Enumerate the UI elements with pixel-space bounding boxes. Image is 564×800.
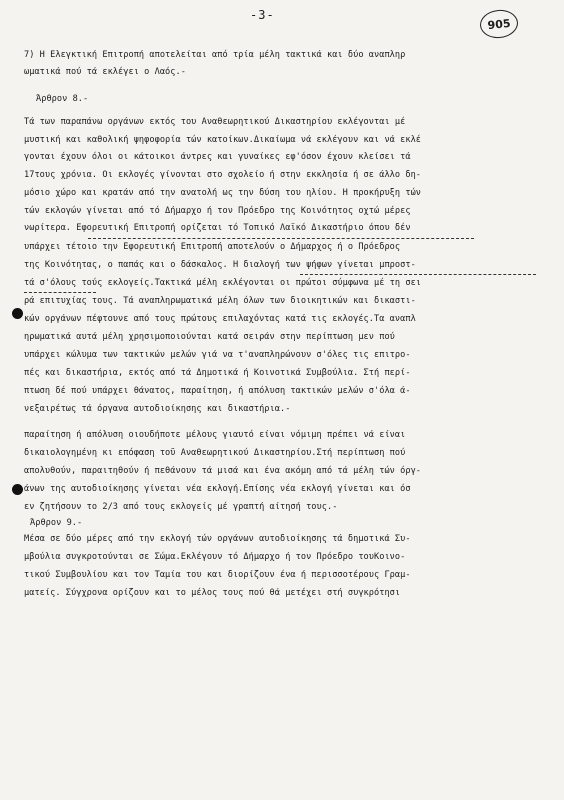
text-line: νεξαιρέτως τά όργανα αυτοδιοίκησης και δικαστήρια.-	[24, 404, 291, 414]
text-line: ηρωματικά αυτά μέλη χρησιμοποιούνται κατά σειράν στην περίπτωση μεν πού	[24, 332, 395, 342]
text-line: πές και δικαστήρια, εκτός από τά Δημοτικά ή Κοινοτικά Συμβούλια. Στή περί-	[24, 368, 411, 378]
page-number: -3-	[250, 8, 275, 22]
text-line: υπάρχει τέτοιο την Εφορευτική Επιτροπή αποτελούν ο Δήμαρχος ή ο Πρόεδρος	[24, 242, 401, 252]
underline-mark	[300, 274, 536, 275]
article-heading: Άρθρον 8.-	[36, 94, 89, 104]
text-line: εν ζητήσουν το 2/3 από τους εκλογείς μέ γραπτή αίτησή τους.-	[24, 502, 338, 512]
text-line: απολυθούν, παραιτηθούν ή πεθάνουν τά μισά και ένα ακόμη από τά μέλη τών όργ-	[24, 466, 422, 476]
text-line: νωρίτερα. Εφορευτική Επιτροπή ορίζεται τό Τοπικό Λαϊκό Δικαστήριο όπου δέν	[24, 223, 411, 233]
text-line: τά σ'όλους τούς εκλογείς.Τακτικά μέλη εκλέγονται οι πρώτοι σύμφωνα μέ τη σει	[24, 278, 422, 288]
punch-hole-icon	[12, 308, 23, 319]
text-line: μόσιο χώρο και κρατάν από την ανατολή ως την δύση του ηλίου. Η προκήρυξη τών	[24, 188, 422, 198]
text-line: γονται έχουν όλοι οι κάτοικοι άντρες και γυναίκες εφ'όσον έχουν κλείσει τά	[24, 152, 411, 162]
text-line: τών εκλογών γίνεται από τό Δήμαρχο ή τον Πρόεδρο της Κοινότητος οχτώ μέρες	[24, 206, 411, 216]
text-line: 7) Η Ελεγκτική Επιτροπή αποτελείται από τρία μέλη τακτικά και δύο αναπληρ	[24, 50, 406, 60]
text-line: Μέσα σε δύο μέρες από την εκλογή τών οργάνων αυτοδιοίκησης τά δημοτικά Συ-	[24, 534, 411, 544]
underline-mark	[88, 238, 474, 239]
text-line: παραίτηση ή απόλυση οιουδήποτε μέλους γιαυτό είναι νόμιμη πρέπει νά είναι	[24, 430, 406, 440]
text-line: ωματικά πού τά εκλέγει ο Λαός.-	[24, 67, 186, 77]
text-line: μυστική και καθολική ψηφοφορία τών κατοίκων.Δικαίωμα νά εκλέγουν και νά εκλέ	[24, 135, 422, 145]
text-line: ματείς. Σύγχρονα ορίζουν και το μέλος τους πού θά μετέχει στή συγκρότησι	[24, 588, 401, 598]
punch-hole-icon	[12, 484, 23, 495]
text-line: πτωση δέ πού υπάρχει θάνατος, παραίτηση, ή απόλυση τακτικών μελών σ'όλα ά-	[24, 386, 411, 396]
text-line: 17τους χρόνια. Οι εκλογές γίνονται στο σχολείο ή στην εκκλησία ή σε άλλο δη-	[24, 170, 422, 180]
text-line: ρά επιτυχίας τους. Τά αναπληρωματικά μέλη όλων των διοικητικών και δικαστι-	[24, 296, 416, 306]
text-line: τικού Συμβουλίου και τον Ταμία του και διορίζουν ένα ή περισσοτέρους Γραμ-	[24, 570, 411, 580]
text-line: δικαιολογημένη κι επόφαση τοῦ Αναθεωρητικού Δικαστηρίου.Στή περίπτωση πού	[24, 448, 406, 458]
text-line: άνων της αυτοδιοίκησης γίνεται νέα εκλογή.Επίσης νέα εκλογή γίνεται και όσ	[24, 484, 411, 494]
text-line: μβούλια συγκροτούνται σε Σώμα.Εκλέγουν τό Δήμαρχο ή τον Πρόεδρο τουΚοινο-	[24, 552, 406, 562]
text-line: κών οργάνων πέφτουνε από τους πρώτους επιλαχόντας κατά τις εκλογές.Τα αναπλ	[24, 314, 416, 324]
text-line: της Κοινότητας, ο παπάς και ο δάσκαλος. Η διαλογή των ψήφων γίνεται μπροστ-	[24, 260, 416, 270]
article-heading: Άρθρον 9.-	[30, 518, 83, 528]
archive-number-stamp: 905	[479, 8, 520, 40]
text-line: Τά των παραπάνω οργάνων εκτός του Αναθεωρητικού Δικαστηρίου εκλέγονται μέ	[24, 117, 406, 127]
text-line: υπάρχει κώλυμα των τακτικών μελών γιά να τ'αναπληρώνουν σ'όλες τις επιτρο-	[24, 350, 411, 360]
underline-mark	[24, 292, 96, 293]
